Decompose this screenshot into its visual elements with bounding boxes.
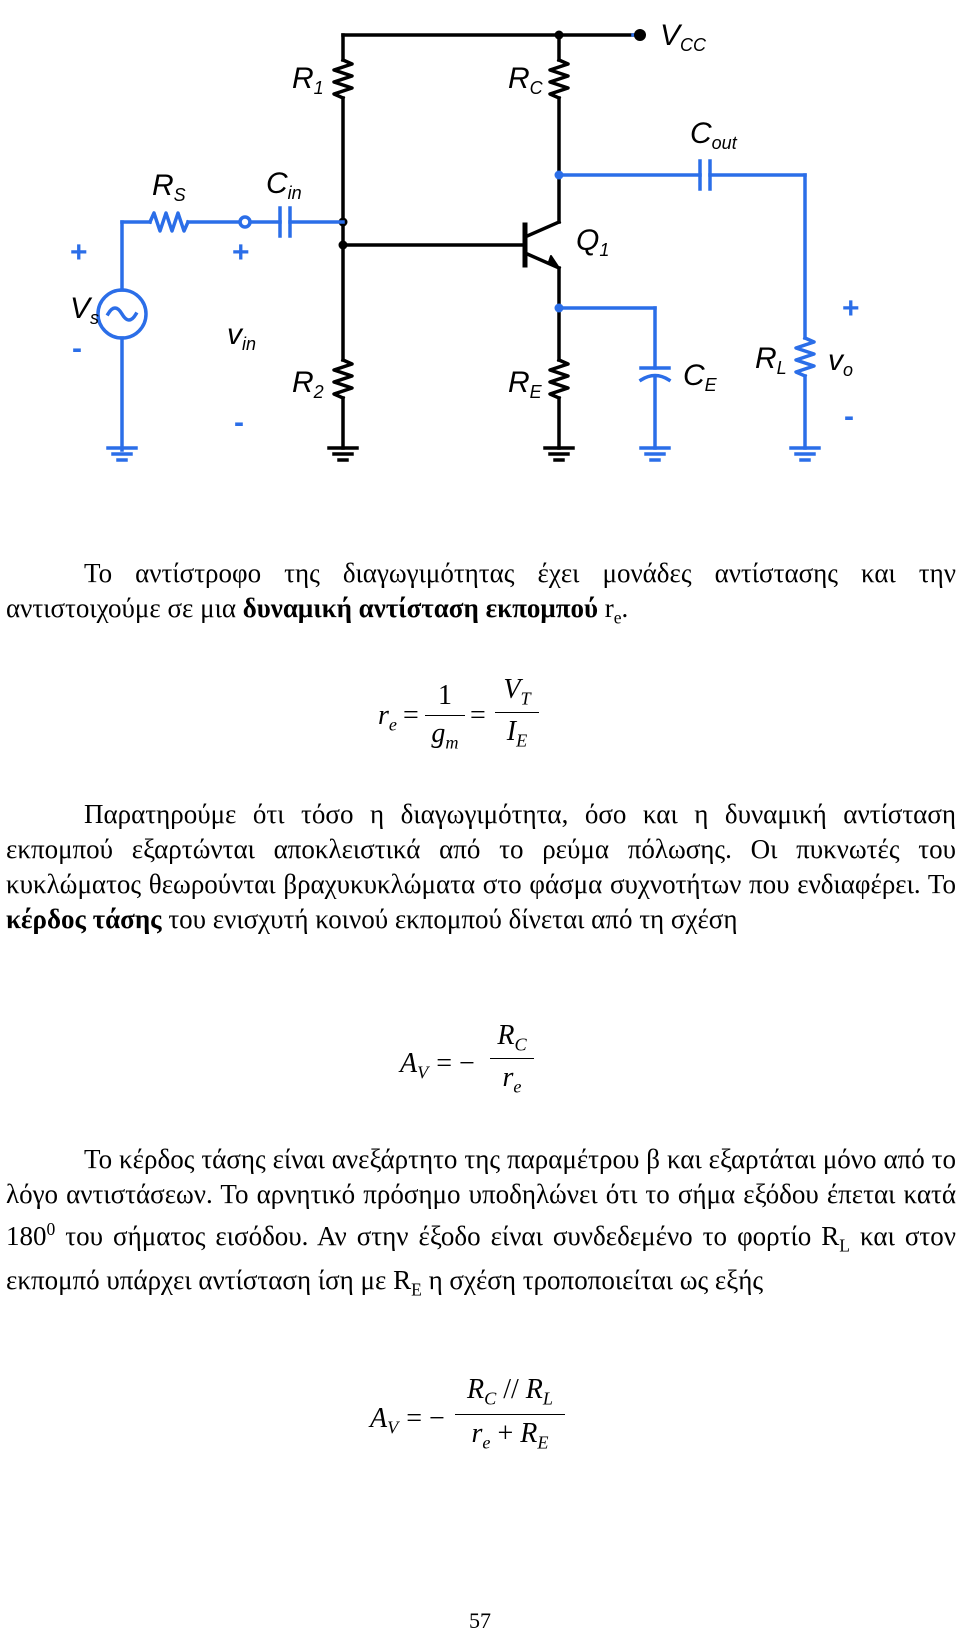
rs-resistor xyxy=(150,213,188,231)
vin-plus-sign: + xyxy=(232,236,250,269)
cin-label: $C_{in}$ xyxy=(266,167,302,203)
rc-label: $R_C$ xyxy=(508,62,543,98)
paragraph-2: Παρατηρούμε ότι τόσο η διαγωγιμότητα, όσο και η δυναμική αντίσταση εκπομπού εξαρτώνται αποκλειστικά από το ρεύμα πόλωσης. Οι πυκνωτές του κυκλώματος θεωρούνται βραχυκυκλώματα στο φάσμα συχνοτήτων που ενδιαφέρει. Το κέρδος τάσης του ενισχυτή κοινού εκπομπού δίνεται από τη σχέση xyxy=(6,799,956,934)
amplifier-circuit-diagram xyxy=(0,0,960,480)
cout-label: $C_{out}$ xyxy=(690,117,737,153)
page-number: 57 xyxy=(469,1608,491,1633)
vin-minus-sign: - xyxy=(234,406,244,439)
q1-label: $Q_1$ xyxy=(576,224,610,260)
re-label: $R_E$ xyxy=(508,366,542,402)
paragraph-3: Το κέρδος τάσης είναι ανεξάρτητο της παραμέτρου β και εξαρτάται μόνο από το λόγο αντιστάσεων. Το αρνητικό πρόσημο υποδηλώνει ότι το σήμα εξόδου έπεται κατά $180^0$ του σήματος εισόδου. Αν στην έξοδο είναι συνδεδεμένο το φορτίο $R_L$ και στον εκπομπό υπάρχει αντίσταση ίση με $R_E$ η σχέση τροποποιείται ως εξής xyxy=(6,1144,956,1300)
rc-resistor xyxy=(550,60,568,98)
vo-minus-sign: - xyxy=(844,400,854,433)
vin-label: $v_{in}$ xyxy=(227,318,257,354)
signal-network xyxy=(98,35,819,460)
vs-label: $V_s$ xyxy=(70,292,100,328)
r1-label: $R_1$ xyxy=(292,62,324,98)
rs-label: $R_S$ xyxy=(152,169,186,205)
vo-plus-sign: + xyxy=(842,292,860,325)
vcc-label: $V_{CC}$ xyxy=(660,19,707,55)
vin-terminal xyxy=(240,217,250,227)
r1-resistor xyxy=(334,60,352,98)
vo-label: $v_o$ xyxy=(828,344,854,380)
re-resistor xyxy=(550,360,568,398)
vs-minus-sign: - xyxy=(72,332,82,365)
r2-label: $R_2$ xyxy=(292,366,324,402)
paragraph-1: Το αντίστροφο της διαγωγιμότητας έχει μονάδες αντίστασης και την αντιστοιχούμε σε μια δυναμική αντίσταση εκπομπού $r_e$. xyxy=(6,558,956,628)
r2-resistor xyxy=(334,360,352,398)
ce-label: $C_E$ xyxy=(683,359,717,395)
vs-plus-sign: + xyxy=(70,236,88,269)
rl-label: $R_L$ xyxy=(755,342,787,378)
rl-resistor xyxy=(796,338,814,376)
